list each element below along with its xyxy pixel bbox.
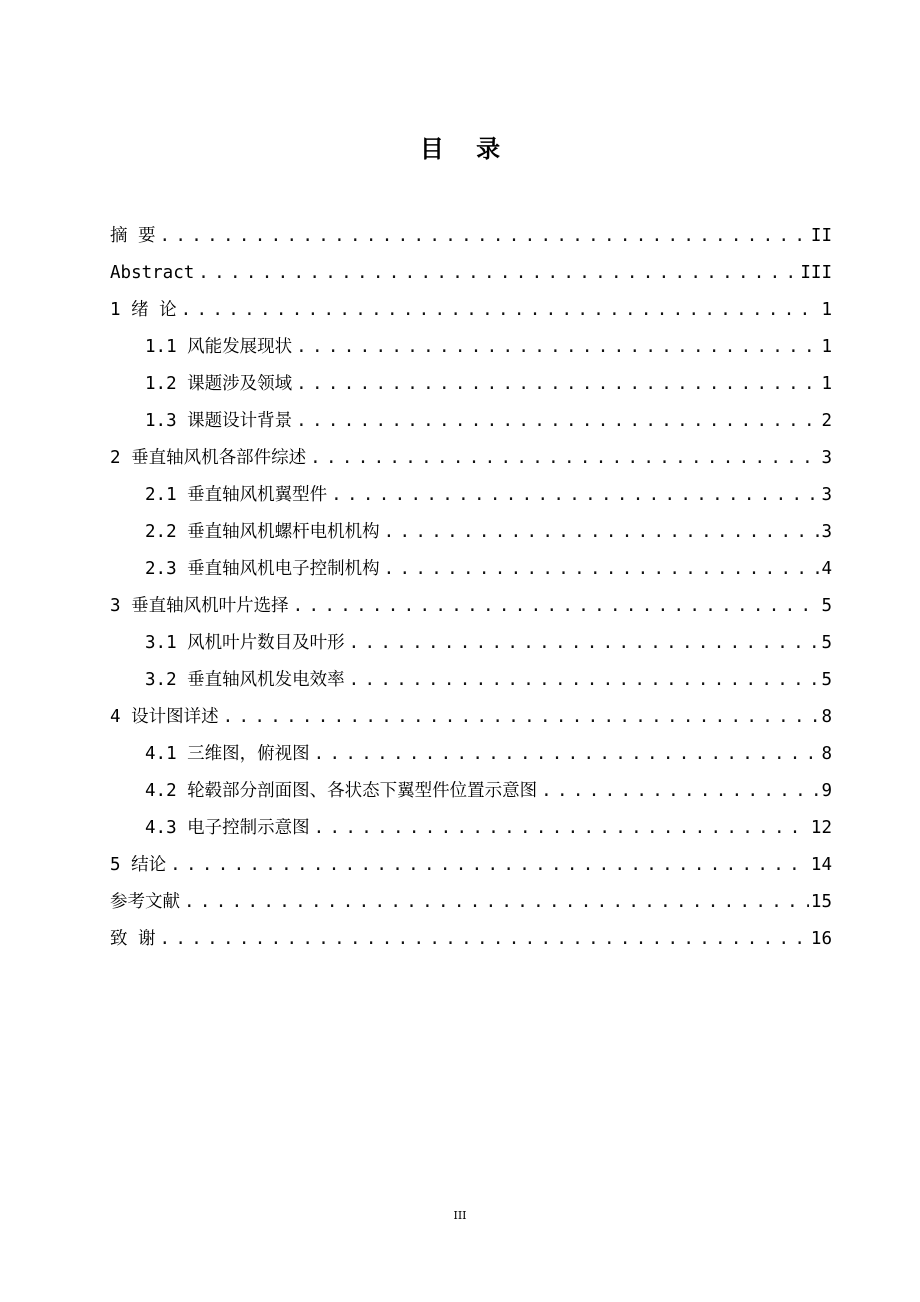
toc-entry-abstract-en[interactable] (110, 261, 832, 298)
toc-entry-page: 14 (810, 855, 832, 875)
toc-entry-label: Abstract (110, 263, 195, 283)
toc-entry-page: 9 (821, 781, 832, 801)
toc-entry-chapter-5[interactable] (110, 853, 832, 890)
toc-entry-chapter-3[interactable] (110, 594, 832, 631)
toc-entry-page: 5 (821, 633, 832, 653)
toc-entry-label: 参考文献 (110, 892, 180, 912)
toc-entry-section-3-1[interactable] (110, 631, 832, 668)
toc-dot-leader (296, 335, 819, 359)
toc-dot-leader (223, 705, 820, 729)
toc-entry-abstract-cn[interactable] (110, 224, 832, 261)
toc-entry-section-4-2[interactable] (110, 779, 832, 816)
toc-entry-label: 3.2 垂直轴风机发电效率 (145, 670, 345, 690)
table-of-contents (110, 224, 832, 964)
toc-entry-label: 摘 要 (110, 226, 156, 246)
toc-entry-page: III (800, 263, 832, 283)
toc-entry-label: 1.3 课题设计背景 (145, 411, 293, 431)
page-title: 目 录 (419, 135, 513, 163)
toc-entry-label: 3.1 风机叶片数目及叶形 (145, 633, 345, 653)
toc-dot-leader (310, 446, 819, 470)
toc-entry-page: 1 (821, 300, 832, 320)
toc-entry-page: 4 (821, 559, 832, 579)
toc-entry-section-1-2[interactable] (110, 372, 832, 409)
toc-entry-page: 8 (821, 744, 832, 764)
toc-entry-page: 15 (810, 892, 832, 912)
toc-entry-label: 4.3 电子控制示意图 (145, 818, 310, 838)
toc-dot-leader (314, 742, 820, 766)
toc-entry-section-2-3[interactable] (110, 557, 832, 594)
toc-dot-leader (314, 816, 809, 840)
toc-dot-leader (160, 224, 809, 248)
toc-entry-references[interactable] (110, 890, 832, 927)
toc-dot-leader (198, 261, 798, 285)
toc-entry-label: 致 谢 (110, 929, 156, 949)
toc-entry-label: 1 绪 论 (110, 300, 177, 320)
toc-entry-section-2-2[interactable] (110, 520, 832, 557)
toc-dot-leader (160, 927, 809, 951)
page-number-footer: III (453, 1209, 467, 1222)
toc-entry-section-2-1[interactable] (110, 483, 832, 520)
toc-entry-section-4-3[interactable] (110, 816, 832, 853)
toc-entry-section-1-1[interactable] (110, 335, 832, 372)
toc-entry-acknowledgements[interactable] (110, 927, 832, 964)
toc-dot-leader (296, 409, 819, 433)
toc-dot-leader (384, 557, 820, 581)
toc-dot-leader (293, 594, 820, 618)
toc-entry-page: II (810, 226, 832, 246)
toc-entry-label: 4.1 三维图，俯视图 (145, 744, 310, 764)
toc-entry-chapter-1[interactable] (110, 298, 832, 335)
toc-entry-page: 5 (821, 596, 832, 616)
toc-entry-label: 2.1 垂直轴风机翼型件 (145, 485, 328, 505)
toc-entry-section-1-3[interactable] (110, 409, 832, 446)
toc-entry-page: 12 (810, 818, 832, 838)
toc-entry-page: 3 (821, 485, 832, 505)
toc-dot-leader (384, 520, 820, 544)
toc-dot-leader (349, 668, 820, 692)
toc-dot-leader (349, 631, 820, 655)
toc-entry-section-4-1[interactable] (110, 742, 832, 779)
toc-entry-label: 2.2 垂直轴风机螺杆电机机构 (145, 522, 380, 542)
toc-dot-leader (541, 779, 819, 803)
toc-entry-chapter-2[interactable] (110, 446, 832, 483)
toc-entry-label: 1.1 风能发展现状 (145, 337, 293, 357)
toc-entry-label: 1.2 课题涉及领域 (145, 374, 293, 394)
toc-entry-label: 4.2 轮毂部分剖面图、各状态下翼型件位置示意图 (145, 781, 538, 801)
toc-entry-label: 3 垂直轴风机叶片选择 (110, 596, 289, 616)
toc-dot-leader (331, 483, 819, 507)
toc-entry-label: 5 结论 (110, 855, 167, 875)
toc-dot-leader (296, 372, 819, 396)
toc-entry-chapter-4[interactable] (110, 705, 832, 742)
toc-entry-page: 3 (821, 448, 832, 468)
toc-entry-page: 2 (821, 411, 832, 431)
toc-entry-page: 1 (821, 374, 832, 394)
toc-entry-page: 5 (821, 670, 832, 690)
toc-entry-label: 4 设计图详述 (110, 707, 219, 727)
toc-entry-page: 3 (821, 522, 832, 542)
toc-entry-section-3-2[interactable] (110, 668, 832, 705)
toc-dot-leader (170, 853, 809, 877)
toc-entry-page: 1 (821, 337, 832, 357)
toc-entry-label: 2 垂直轴风机各部件综述 (110, 448, 307, 468)
toc-entry-label: 2.3 垂直轴风机电子控制机构 (145, 559, 380, 579)
toc-entry-page: 16 (810, 929, 832, 949)
toc-entry-page: 8 (821, 707, 832, 727)
toc-dot-leader (184, 890, 809, 914)
toc-dot-leader (181, 298, 820, 322)
